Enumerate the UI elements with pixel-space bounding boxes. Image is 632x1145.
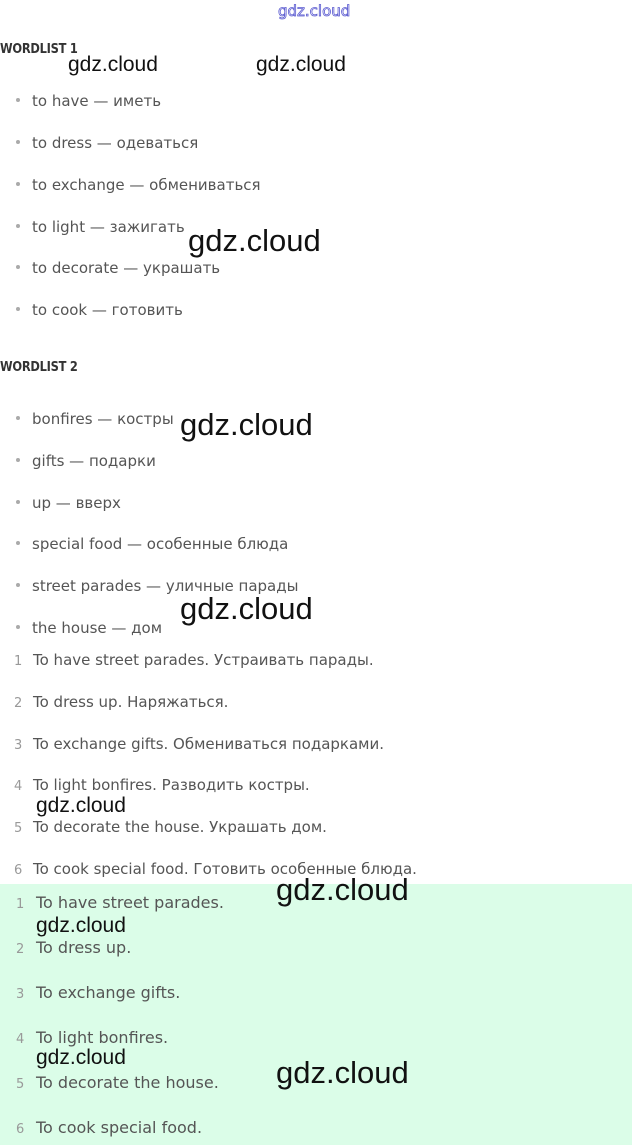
list-item bbox=[16, 535, 288, 553]
item-text: To dress up. Наряжаться. bbox=[33, 693, 229, 711]
list-item bbox=[16, 218, 185, 236]
watermark: gdz.cloud bbox=[180, 407, 313, 442]
watermark: gdz.cloud bbox=[68, 53, 158, 76]
watermark: gdz.cloud bbox=[36, 794, 126, 817]
item-text: To cook special food. bbox=[36, 1118, 203, 1137]
bullet-icon bbox=[16, 224, 20, 228]
numbered-item bbox=[14, 776, 310, 794]
answer-item bbox=[16, 938, 131, 957]
item-text: To decorate the house. bbox=[36, 1073, 219, 1092]
answer-item bbox=[16, 1118, 202, 1137]
numbered-item bbox=[14, 818, 327, 836]
list-item-text: to decorate — украшать bbox=[32, 259, 221, 277]
wordlist-2-heading: WORDLIST 2 bbox=[0, 360, 78, 375]
item-number: 1 bbox=[16, 897, 25, 912]
list-item-text: up — вверх bbox=[32, 494, 121, 512]
item-number: 4 bbox=[14, 779, 23, 794]
watermark: gdz.cloud bbox=[276, 1055, 409, 1090]
list-item bbox=[16, 494, 121, 512]
bullet-icon bbox=[16, 98, 20, 102]
item-text: To have street parades. Устраивать парады. bbox=[33, 651, 374, 669]
bullet-icon bbox=[16, 140, 20, 144]
item-text: To exchange gifts. bbox=[36, 983, 181, 1002]
list-item-text: bonfires — костры bbox=[32, 410, 174, 428]
item-number: 1 bbox=[14, 654, 23, 669]
item-text: To cook special food. Готовить особенные блюда. bbox=[33, 860, 417, 878]
list-item bbox=[16, 176, 261, 194]
list-item bbox=[16, 134, 198, 152]
item-number: 5 bbox=[16, 1077, 25, 1092]
top-watermark: gdz.cloud bbox=[278, 2, 351, 20]
watermark: gdz.cloud bbox=[188, 223, 321, 258]
bullet-icon bbox=[16, 182, 20, 186]
list-item-text: gifts — подарки bbox=[32, 452, 156, 470]
list-item bbox=[16, 259, 220, 277]
wordlist-1-heading: WORDLIST 1 bbox=[0, 42, 78, 57]
list-item bbox=[16, 301, 183, 319]
watermark: gdz.cloud bbox=[36, 914, 126, 937]
item-number: 3 bbox=[16, 987, 25, 1002]
item-number: 2 bbox=[16, 942, 25, 957]
bullet-icon bbox=[16, 583, 20, 587]
answer-item bbox=[16, 1073, 219, 1092]
list-item-text: street parades — уличные парады bbox=[32, 577, 299, 595]
watermark: gdz.cloud bbox=[36, 1046, 126, 1069]
watermark: gdz.cloud bbox=[276, 872, 409, 907]
list-item bbox=[16, 619, 162, 637]
item-text: To have street parades. bbox=[36, 893, 224, 912]
bullet-icon bbox=[16, 458, 20, 462]
answer-item bbox=[16, 1028, 168, 1047]
list-item-text: to exchange — обмениваться bbox=[32, 176, 261, 194]
bullet-icon bbox=[16, 625, 20, 629]
item-text: To exchange gifts. Обмениваться подарками. bbox=[33, 735, 385, 753]
item-text: To light bonfires. Разводить костры. bbox=[33, 776, 310, 794]
item-number: 3 bbox=[14, 738, 23, 753]
item-number: 5 bbox=[14, 821, 23, 836]
item-text: To decorate the house. Украшать дом. bbox=[33, 818, 327, 836]
item-text: To light bonfires. bbox=[36, 1028, 169, 1047]
watermark: gdz.cloud bbox=[256, 53, 346, 76]
list-item-text: the house — дом bbox=[32, 619, 163, 637]
list-item-text: to have — иметь bbox=[32, 92, 162, 110]
item-number: 6 bbox=[14, 863, 23, 878]
list-item bbox=[16, 410, 174, 428]
item-number: 2 bbox=[14, 696, 23, 711]
bullet-icon bbox=[16, 541, 20, 545]
list-item bbox=[16, 452, 156, 470]
bullet-icon bbox=[16, 307, 20, 311]
watermark: gdz.cloud bbox=[180, 591, 313, 626]
numbered-item bbox=[14, 693, 228, 711]
bullet-icon bbox=[16, 265, 20, 269]
numbered-item bbox=[14, 651, 374, 669]
bullet-icon bbox=[16, 500, 20, 504]
item-number: 6 bbox=[16, 1122, 25, 1137]
list-item-text: to dress — одеваться bbox=[32, 134, 199, 152]
item-text: To dress up. bbox=[36, 938, 132, 957]
answer-item bbox=[16, 983, 180, 1002]
list-item-text: special food — особенные блюда bbox=[32, 535, 289, 553]
numbered-item bbox=[14, 735, 384, 753]
item-number: 4 bbox=[16, 1032, 25, 1047]
list-item-text: to cook — готовить bbox=[32, 301, 183, 319]
answer-item bbox=[16, 893, 224, 912]
bullet-icon bbox=[16, 416, 20, 420]
list-item bbox=[16, 92, 161, 110]
list-item-text: to light — зажигать bbox=[32, 218, 185, 236]
